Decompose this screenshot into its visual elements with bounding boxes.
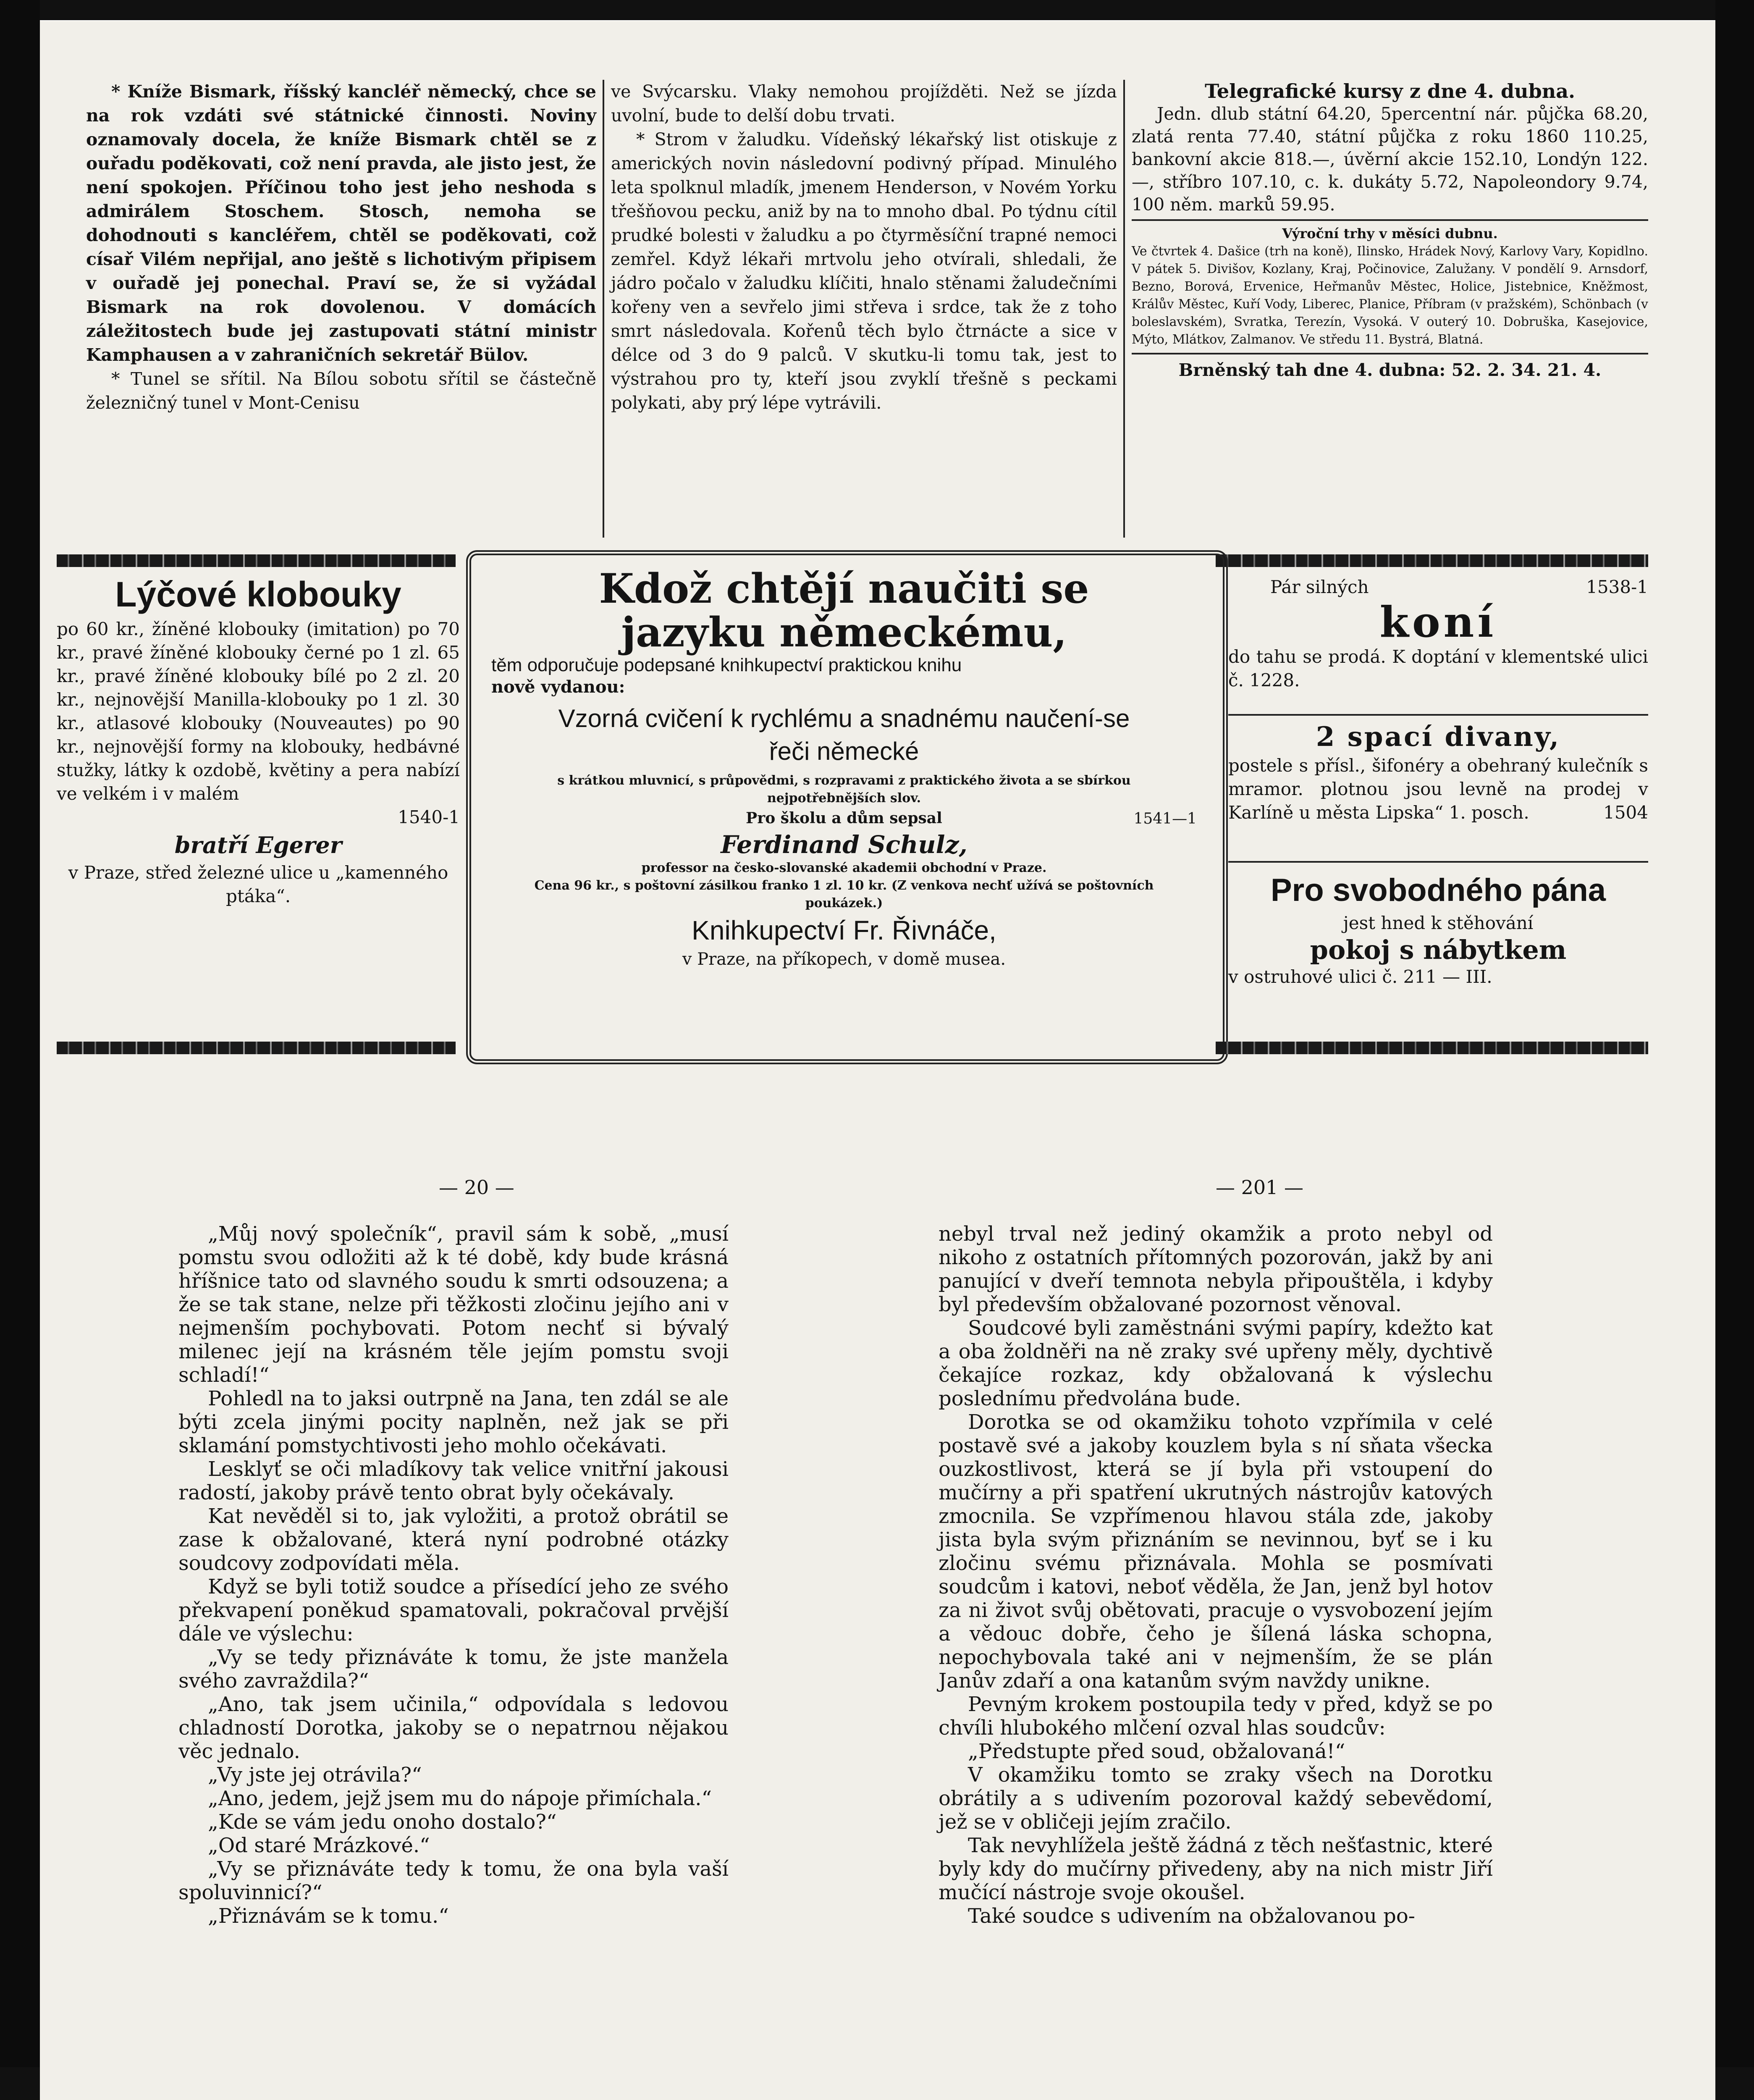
ad-german-shop: Knihkupectví Fr. Řivnáče, bbox=[692, 915, 996, 945]
news-column-1 bbox=[86, 80, 596, 415]
story-paragraph: „Kde se vám jedu onoho dostalo?“ bbox=[208, 1810, 557, 1834]
story-paragraph: Lesklyť se oči mladíkovy tak velice vnitřní jakousi radostí, jakoby právě tento obrat byly očekávaly. bbox=[178, 1457, 729, 1504]
ad-hats bbox=[57, 571, 460, 908]
ad-hats-body: po 60 kr., žíněné klobouky (imitation) po 70 kr., pravé žíněné klobouky černé po 1 zl. 65 kr., pravé žíněné klobouky bílé po 2 zl. 20 kr., nejnovější Manilla-klobouky po 1 zl. 30 kr., atlasové klobouky (Nouveautes) po 90 kr., nejnovější formy na klobouky, hedbávné stužky, látky k ozdobě, květiny a pera nabízí ve velkém i v malém bbox=[57, 619, 460, 804]
ad-hats-title: Lýčové klobouky bbox=[115, 575, 401, 614]
ad-room-line-2: pokoj s nábytkem bbox=[1310, 934, 1567, 965]
story-paragraph: „Ano, jedem, jejž jsem mu do nápoje přimíchala.“ bbox=[208, 1787, 712, 1810]
ad-divider-bar bbox=[1216, 1042, 1648, 1054]
ad-hats-code: 1540-1 bbox=[398, 807, 460, 827]
ad-sofas-title: 2 spací divany, bbox=[1316, 721, 1561, 753]
news-column-2 bbox=[611, 80, 1117, 415]
story-paragraph: „Přiznávám se k tomu.“ bbox=[208, 1904, 449, 1928]
ad-german-author-title: professor na česko-slovanské akademii obchodní v Praze. bbox=[641, 861, 1047, 875]
ad-rule bbox=[1228, 861, 1648, 863]
story-paragraph: „Vy se přiznáváte tedy k tomu, že ona byla vaší spoluvinnicí?“ bbox=[178, 1857, 729, 1904]
ad-room-title: Pro svobodného pána bbox=[1270, 872, 1606, 908]
news-tunnel: * Tunel se sřítil. Na Bílou sobotu sřítil se částečně železničný tunel v Mont-Cenisu bbox=[86, 369, 596, 413]
news-bismark: * Kníže Bismark, říšský kancléř německý, chce se na rok vzdáti své státnické činnosti. Noviny oznamovaly docela, že kníže Bismark chtěl se z ouřadu poděkovati, což není pravda, ale jisto jest, že není spokojen. Příčinou toho jest jeho neshoda s admirálem Stoschem. Stosch, nemoha se dohodnouti s kancléřem, chtěl se poděkovati, což císař Vilém nepřijal, ano ještě s lichotivým připisem v ouřadě jej ponechal. Praví se, že si vyžádal Bismark na rok dovolenou. V domácích záležitostech bude jej zastupovati státní ministr Kamphausen a v zahraničních sekretář Bülov. bbox=[86, 81, 596, 365]
ad-horses-code: 1538-1 bbox=[1586, 577, 1648, 597]
ad-horses-heading: Pár silných bbox=[1270, 577, 1369, 597]
page-number-right: — 201 — bbox=[1216, 1176, 1304, 1199]
news-switzerland: ve Svýcarsku. Vlaky nemohou projížděti. Než se jízda uvolní, bude to delší dobu trvati. bbox=[611, 81, 1117, 126]
ad-german-author: Ferdinand Schulz, bbox=[721, 830, 967, 859]
story-left-column bbox=[178, 1222, 729, 1928]
ad-room-address: v ostruhové ulici č. 211 — III. bbox=[1228, 966, 1492, 987]
ad-german-title-1: Kdož chtějí naučiti se bbox=[599, 565, 1089, 612]
ad-german-line-1: těm odporučuje podepsané knihkupectví praktickou knihu bbox=[491, 655, 962, 675]
story-paragraph: „Předstupte před soud, obžalovaná!“ bbox=[968, 1740, 1345, 1763]
lottery-result: Brněnský tah dne 4. dubna: 52. 2. 34. 21. 4. bbox=[1178, 360, 1602, 380]
story-paragraph: „Vy jste jej otrávila?“ bbox=[208, 1763, 422, 1787]
story-paragraph: „Vy se tedy přiznáváte k tomu, že jste manžela svého zavraždila?“ bbox=[178, 1646, 729, 1693]
scan-border-top bbox=[0, 0, 1754, 20]
column-divider bbox=[1123, 80, 1125, 538]
story-paragraph: Také soudce s udivením na obžalovanou po- bbox=[968, 1904, 1415, 1928]
ad-sofas bbox=[1228, 720, 1648, 824]
story-paragraph: Když se byli totiž soudce a přísedící jeho ze svého překvapení poněkud spamatovali, pokračoval prvější dále ve výslechu: bbox=[178, 1575, 729, 1646]
story-paragraph: Soudcové byli zaměstnáni svými papíry, kdežto kat a oba žoldněři na ně zraky své upřeny měly, dychtivě čekajíce rozkaz, kdy obžalovaná k výslechu poslednímu předvolána bude. bbox=[939, 1316, 1493, 1410]
exchange-rates: Jedn. dlub státní 64.20, 5percentní nár. půjčka 68.20, zlatá renta 77.40, státní půjčka z roku 1860 110.25, bankovní akcie 818.—, úvěrní akcie 152.10, Londýn 122.—, stříbro 107.10, c. k. dukáty 5.72, Napoleondory 9.74, 100 něm. marků 59.95. bbox=[1132, 104, 1648, 215]
ad-german-school: Pro školu a dům sepsal bbox=[746, 809, 942, 827]
ad-divider-bar bbox=[57, 1042, 456, 1054]
ad-german-line-2: nově vydanou: bbox=[491, 677, 625, 697]
ad-german-title-2: jazyku německému, bbox=[621, 609, 1067, 656]
column-divider bbox=[603, 80, 604, 538]
fairs-title: Výroční trhy v měsíci dubnu. bbox=[1282, 226, 1498, 242]
ad-horses-body: do tahu se prodá. K doptání v klementské ulici č. 1228. bbox=[1228, 646, 1648, 690]
ad-german-shop-address: v Praze, na příkopech, v domě musea. bbox=[682, 950, 1006, 969]
ad-hats-firm: bratří Egerer bbox=[174, 832, 342, 858]
ad-divider-bar bbox=[57, 554, 456, 567]
ad-sofas-body: postele s přísl., šifonéry a obehraný kulečník s mramor. plotnou jsou levně na prodej v Karlíně u města Lipska“ 1. posch. bbox=[1228, 755, 1648, 823]
ad-divider-bar bbox=[1216, 554, 1648, 567]
scan-border-left bbox=[0, 0, 40, 2100]
ad-rule bbox=[1228, 714, 1648, 716]
story-paragraph: „Od staré Mrázkové.“ bbox=[208, 1834, 430, 1857]
section-rule bbox=[1132, 219, 1648, 221]
story-paragraph: Dorotka se od okamžiku tohoto vzpřímila v celé postavě své a jakoby kouzlem byla s ní sňata všecka ouzkostlivost, která se jí byla při vstoupení do mučírny a při spatření ukrutných nástrojův katových zmocnila. Se vzpřímenou hlavou stála zde, jakoby jista byla svým přiznáním se nevinnou, byť se i ku zločinu svému přiznávala. Mohla se posmívati soudcům i katovi, neboť věděla, že Jan, jenž byl hotov za ni život svůj obětovati, pracuje o vysvobození jejím a vědouc dobře, čeho je šílená láska schopna, nepochybovala také ani v nejmenším, že se plán Janův zdaří a ona katanům svým navždy unikne. bbox=[939, 1410, 1493, 1693]
story-paragraph: nebyl trval než jediný okamžik a proto nebyl od nikoho z ostatních přítomných pozorován, jakž by ani panující v dveří temnota nebyla připouštěla, i kdyby byl především obžalované pozornost věnoval. bbox=[939, 1222, 1493, 1316]
ad-horses bbox=[1228, 575, 1648, 692]
ad-horses-heading-row bbox=[1228, 575, 1648, 599]
ad-sofas-code: 1504 bbox=[1603, 802, 1648, 823]
story-paragraph: „Můj nový společník“, pravil sám k sobě, „musí pomstu svou odložiti až k té době, kdy bude krásná hříšnice tato od slavného soudu k smrti odsouzena; a že se tak stane, nelze při těžkosti zločinu jejího ani v nejmenším pochybovati. Potom nechť si bývalý milenec její na krásném těle jejím pomstu svoji schladí!“ bbox=[178, 1222, 729, 1387]
story-paragraph: Tak nevyhlížela ještě žádná z těch nešťastnic, které byly kdy do mučírny přivedeny, aby na nich mistr Jiří mučící nástroje svoje okoušel. bbox=[939, 1834, 1493, 1904]
page-number-left: — 20 — bbox=[439, 1176, 514, 1199]
ad-hats-address: v Praze, střed železné ulice u „kamenného ptáka“. bbox=[68, 862, 448, 906]
story-paragraph: Pevným krokem postoupila tedy v před, když se po chvíli hlubokého mlčení ozval hlas soudcův: bbox=[939, 1693, 1493, 1740]
story-paragraph: Kat nevěděl si to, jak vyložiti, a protož obrátil se zase k obžalované, která nyní podrobné otázky soudcovy zodpovídati měla. bbox=[178, 1504, 729, 1575]
ad-room bbox=[1228, 869, 1648, 989]
news-column-3 bbox=[1132, 80, 1648, 381]
ad-german-subtitle: s krátkou mluvnicí, s průpovědmi, s rozpravami z praktického života a se sbírkou nejpotřebnějších slov. bbox=[557, 773, 1131, 806]
ad-horses-title: koní bbox=[1379, 597, 1497, 647]
ad-room-line-1: jest hned k stěhování bbox=[1343, 913, 1534, 933]
ad-german bbox=[491, 567, 1197, 970]
ad-german-code: 1541—1 bbox=[1133, 810, 1197, 827]
section-rule bbox=[1132, 353, 1648, 354]
scan-border-right bbox=[1715, 0, 1754, 2100]
newspaper-page bbox=[40, 21, 1715, 2100]
story-paragraph: „Ano, tak jsem učinila,“ odpovídala s ledovou chladností Dorotka, jakoby se o nepatrnou nějakou věc jednalo. bbox=[178, 1693, 729, 1763]
exchange-rates-title: Telegrafické kursy z dne 4. dubna. bbox=[1204, 80, 1576, 102]
ad-german-book: Vzorná cvičení k rychlému a snadnému naučení-se řeči německé bbox=[558, 704, 1130, 765]
news-tree-in-stomach: * Strom v žaludku. Vídeňský lékařský list otiskuje z amerických novin následovní podivný případ. Minulého leta spolknul mladík, jmenem Henderson, v Novém Yorku třešňovou pecku, aniž by na to mnoho dbal. Po týdnu cítil prudké bolesti v žaludku a po čtyrměsíční trapné nemoci zemřel. Když lékaři mrtvolu jeho otvírali, shledali, že jádro počalo v žaludku klíčiti, hnalo stěnami žaludečními kořeny ven a sevřelo jimi střeva i srdce, tak že z toho smrt následovala. Kořenů těch bylo čtrnácte a sice v délce od 3 do 9 palců. V skutku-li tomu tak, jest to výstrahou pro ty, kteří jsou zvyklí třešně s peckami polykati, aby prý lépe vytrávili. bbox=[611, 129, 1117, 413]
ad-german-price: Cena 96 kr., s poštovní zásilkou franko 1 zl. 10 kr. (Z venkova nechť užívá se poštovních poukázek.) bbox=[534, 878, 1154, 911]
story-paragraph: Pohledl na to jaksi outrpně na Jana, ten zdál se ale býti zcela jinými pocity naplněn, než jak se při sklamání pomstychtivosti jeho mohlo očekávati. bbox=[178, 1387, 729, 1457]
story-right-column bbox=[939, 1222, 1493, 1928]
fairs-list: Ve čtvrtek 4. Dašice (trh na koně), Ilinsko, Hrádek Nový, Karlovy Vary, Kopidlno. V pátek 5. Divišov, Kozlany, Kraj, Počinovice, Zalužany. V pondělí 9. Arnsdorf, Bezno, Borová, Ervenice, Heřmanův Městec, Holice, Jistebnice, Kněžmost, Králův Městec, Kuří Vody, Liberec, Planice, Příbram (v pražském), Schönbach (v boleslavském), Svratka, Terezín, Vysoká. V outerý 10. Dobruška, Kasejovice, Mýto, Mlátkov, Zalmanov. Ve středu 11. Bystrá, Blatná. bbox=[1132, 244, 1648, 347]
story-paragraph: V okamžiku tomto se zraky všech na Dorotku obrátily a s udivením pozoroval každý sebevědomí, jež se v obličeji jejím zračilo. bbox=[939, 1763, 1493, 1834]
